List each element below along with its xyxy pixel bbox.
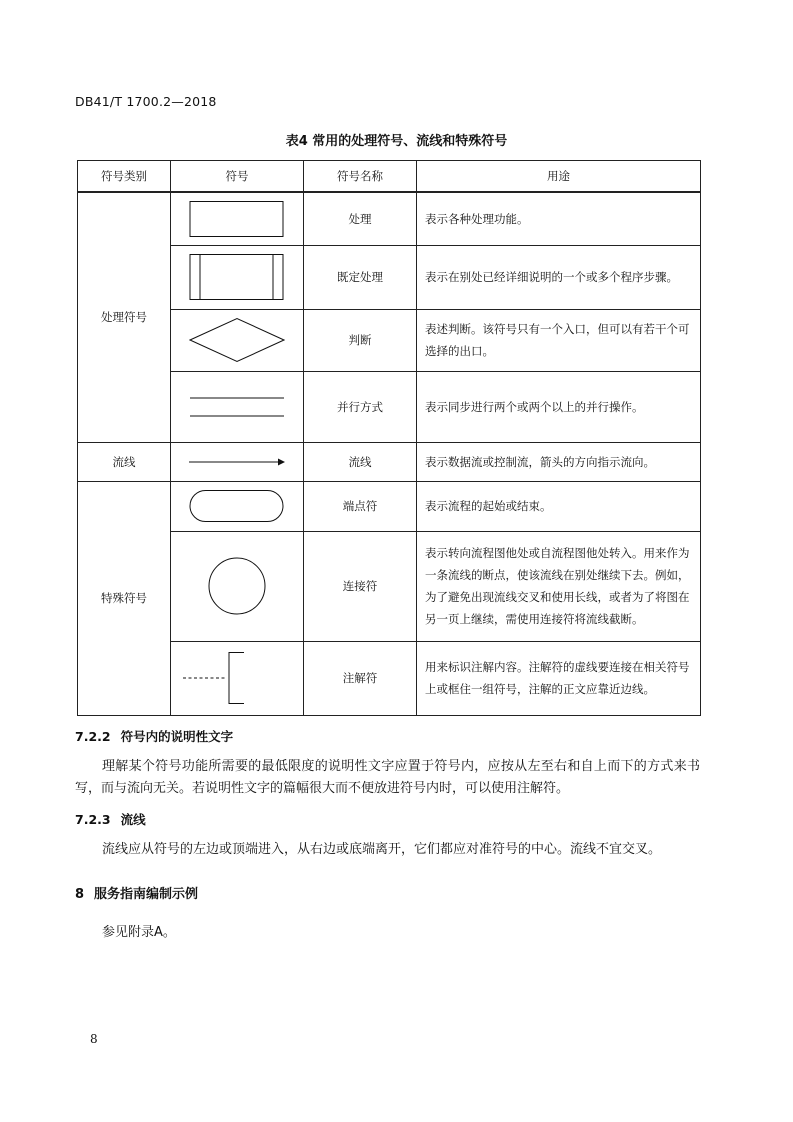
header-usage: 用途 bbox=[417, 161, 701, 193]
symbol-cell bbox=[171, 192, 304, 245]
category-processing: 处理符号 bbox=[78, 192, 171, 442]
symbol-usage: 表示转向流程图他处或自流程图他处转入。用来作为一条流线的断点，使该流线在别处继续下去。例如，为了避免出现流线交叉和使用长线，或者为了将图在另一页上继续，需使用连接符将流线截断。 bbox=[417, 531, 701, 641]
table-header-row bbox=[78, 161, 701, 193]
symbol-usage: 表示数据流或控制流，箭头的方向指示流向。 bbox=[417, 442, 701, 481]
header-category: 符号类别 bbox=[78, 161, 171, 193]
symbol-usage: 表示流程的起始或结束。 bbox=[417, 481, 701, 531]
section-paragraph: 流线应从符号的左边或顶端进入，从右边或底端离开，它们都应对准符号的中心。流线不宜交叉。 bbox=[102, 842, 662, 857]
decision-symbol-icon bbox=[189, 317, 285, 363]
section-heading-8 bbox=[75, 883, 198, 902]
symbol-cell bbox=[171, 309, 304, 371]
symbol-usage: 用来标识注解内容。注解符的虚线要连接在相关符号上或框住一组符号，注解的正文应靠近边线。 bbox=[417, 641, 701, 715]
symbol-name: 流线 bbox=[304, 442, 417, 481]
section-title: 服务指南编制示例 bbox=[94, 887, 199, 902]
table-row bbox=[78, 442, 701, 481]
table-title: 表4 常用的处理符号、流线和特殊符号 bbox=[285, 134, 508, 149]
process-symbol-icon bbox=[189, 200, 285, 238]
symbol-table bbox=[77, 160, 701, 716]
symbol-usage: 表示同步进行两个或两个以上的并行操作。 bbox=[417, 371, 701, 442]
symbol-name: 判断 bbox=[304, 309, 417, 371]
header-symbol-name: 符号名称 bbox=[304, 161, 417, 193]
category-special: 特殊符号 bbox=[78, 481, 171, 715]
section-paragraph: 参见附录A。 bbox=[102, 925, 176, 940]
page-number: 8 bbox=[90, 1032, 98, 1046]
symbol-cell bbox=[171, 245, 304, 309]
terminator-symbol-icon bbox=[189, 489, 285, 523]
flowline-arrow-icon bbox=[188, 457, 286, 467]
symbol-usage: 表示在别处已经详细说明的一个或多个程序步骤。 bbox=[417, 245, 701, 309]
predefined-process-symbol-icon bbox=[189, 253, 285, 301]
section-heading-7-2-2 bbox=[75, 727, 233, 745]
table-row bbox=[78, 192, 701, 245]
symbol-name: 端点符 bbox=[304, 481, 417, 531]
symbol-name: 既定处理 bbox=[304, 245, 417, 309]
table-row bbox=[78, 245, 701, 309]
section-title: 流线 bbox=[120, 812, 146, 827]
section-paragraph: 理解某个符号功能所需要的最低限度的说明性文字应置于符号内，应按从左至右和自上而下的方式来书写，而与流向无关。若说明性文字的篇幅很大而不便放进符号内时，可以使用注解符。 bbox=[75, 759, 700, 796]
section-number: 8 bbox=[75, 887, 85, 902]
symbol-cell bbox=[171, 442, 304, 481]
symbol-cell bbox=[171, 481, 304, 531]
symbol-name: 连接符 bbox=[304, 531, 417, 641]
table-row bbox=[78, 641, 701, 715]
table-row bbox=[78, 481, 701, 531]
section-title: 符号内的说明性文字 bbox=[120, 729, 234, 744]
symbol-name: 注解符 bbox=[304, 641, 417, 715]
annotation-symbol-icon bbox=[182, 651, 292, 705]
symbol-cell bbox=[171, 371, 304, 442]
symbol-name: 并行方式 bbox=[304, 371, 417, 442]
section-number: 7.2.3 bbox=[75, 812, 111, 827]
category-flowline: 流线 bbox=[78, 442, 171, 481]
section-number: 7.2.2 bbox=[75, 729, 111, 744]
symbol-usage: 表示各种处理功能。 bbox=[417, 192, 701, 245]
connector-symbol-icon bbox=[207, 556, 267, 616]
section-heading-7-2-3 bbox=[75, 810, 146, 828]
header-symbol: 符号 bbox=[171, 161, 304, 193]
parallel-mode-symbol-icon bbox=[189, 396, 285, 418]
table-row bbox=[78, 371, 701, 442]
document-code: DB41/T 1700.2—2018 bbox=[75, 94, 217, 109]
table-row bbox=[78, 531, 701, 641]
symbol-name: 处理 bbox=[304, 192, 417, 245]
table-row bbox=[78, 309, 701, 371]
symbol-cell bbox=[171, 641, 304, 715]
symbol-cell bbox=[171, 531, 304, 641]
symbol-usage: 表述判断。该符号只有一个入口，但可以有若干个可选择的出口。 bbox=[417, 309, 701, 371]
